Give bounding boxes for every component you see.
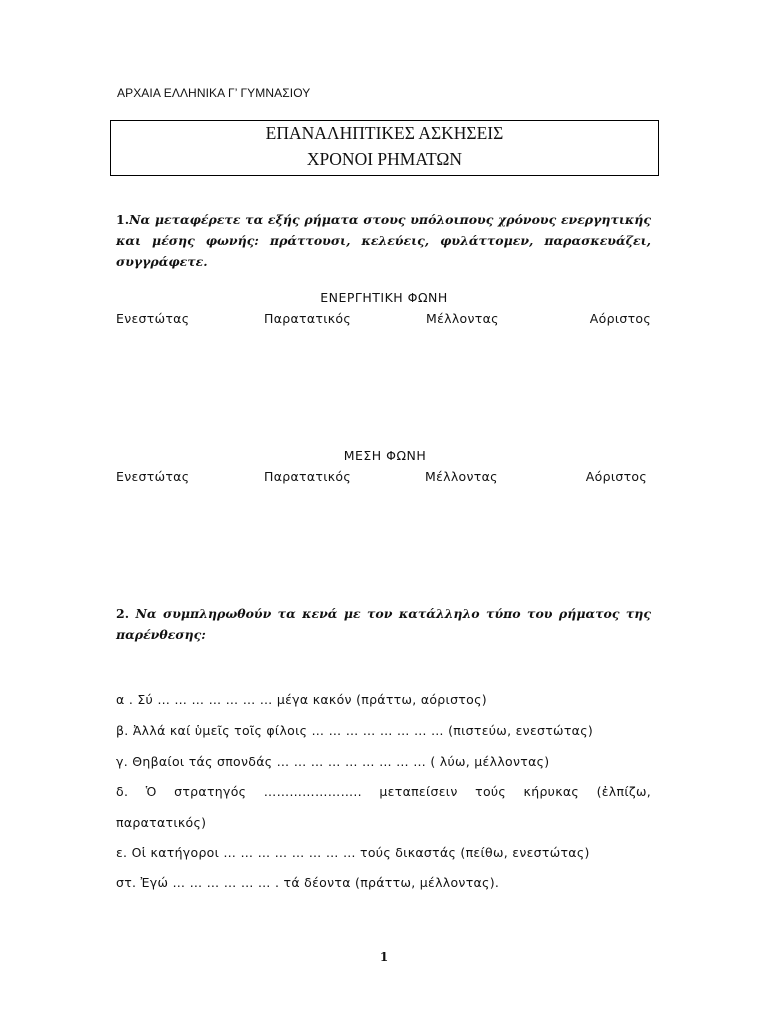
- exercise-2-item-b: β. Ἀλλά καί ὑμεῖς τοῖς φίλοις … … … … … … … … (πιστεύω, ενεστώτας): [116, 723, 594, 738]
- active-tense-present: Ενεστώτας: [116, 311, 190, 326]
- middle-tense-future: Μέλλοντας: [425, 469, 498, 484]
- exercise-2-prompt: [116, 603, 651, 645]
- exercise-2-item-st: στ. Ἐγώ … … … … … … . τά δέοντα (πράττω, μέλλοντας).: [116, 875, 500, 890]
- exercise-2-item-a: α . Σύ … … … … … … … μέγα κακόν (πράττω, αόριστος): [116, 692, 487, 707]
- exercise-1-text: Να μεταφέρετε τα εξής ρήματα στους υπόλοιπους χρόνους ενεργητικής και μέσης φωνής: πράττουσι, κελεύεις, φυλάττομεν, παρασκευάζει, συγγράφετε.: [116, 212, 651, 269]
- middle-voice-tenses: [116, 469, 651, 487]
- title-box: [110, 120, 659, 176]
- course-header: ΑΡΧΑΙΑ ΕΛΛΗΝΙΚΑ Γ’ ΓΥΜΝΑΣΙΟΥ: [117, 86, 311, 100]
- middle-tense-imperfect: Παρατατικός: [264, 469, 351, 484]
- middle-tense-aorist: Αόριστος: [585, 469, 647, 484]
- title-line-2: ΧΡΟΝΟΙ ΡΗΜΑΤΩΝ: [306, 149, 463, 169]
- active-tense-imperfect: Παρατατικός: [264, 311, 351, 326]
- middle-tense-present: Ενεστώτας: [116, 469, 190, 484]
- active-tense-future: Μέλλοντας: [426, 311, 499, 326]
- middle-voice-title: ΜΕΣΗ ΦΩΝΗ: [343, 448, 427, 463]
- exercise-2-number: 2.: [116, 606, 130, 621]
- title-line-1: ΕΠΑΝΑΛΗΠΤΙΚΕΣ ΑΣΚΗΣΕΙΣ: [265, 123, 504, 143]
- active-voice-title: ΕΝΕΡΓΗΤΙΚΗ ΦΩΝΗ: [320, 290, 448, 305]
- exercise-1-prompt: [116, 209, 651, 272]
- active-voice-tenses: [116, 311, 651, 329]
- exercise-2-item-c: γ. Θηβαίοι τάς σπονδάς … … … … … … … … … ( λύω, μέλλοντας): [116, 754, 550, 769]
- active-tense-aorist: Αόριστος: [589, 311, 651, 326]
- exercise-2-item-d: δ. Ὁ στρατηγός ………………….. μεταπείσειν τούς κήρυκας (ἐλπίζω,: [116, 784, 651, 799]
- exercise-2-item-e: ε. Οἱ κατήγοροι … … … … … … … … τούς δικαστάς (πείθω, ενεστώτας): [116, 845, 590, 860]
- exercise-1-number: 1.: [116, 212, 130, 227]
- exercise-2-text: Να συμπληρωθούν τα κενά με τον κατάλληλο τύπο του ρήματος της παρένθεσης:: [116, 606, 651, 642]
- page-number: 1: [379, 950, 389, 964]
- exercise-2-item-d-continued: παρατατικός): [116, 815, 207, 830]
